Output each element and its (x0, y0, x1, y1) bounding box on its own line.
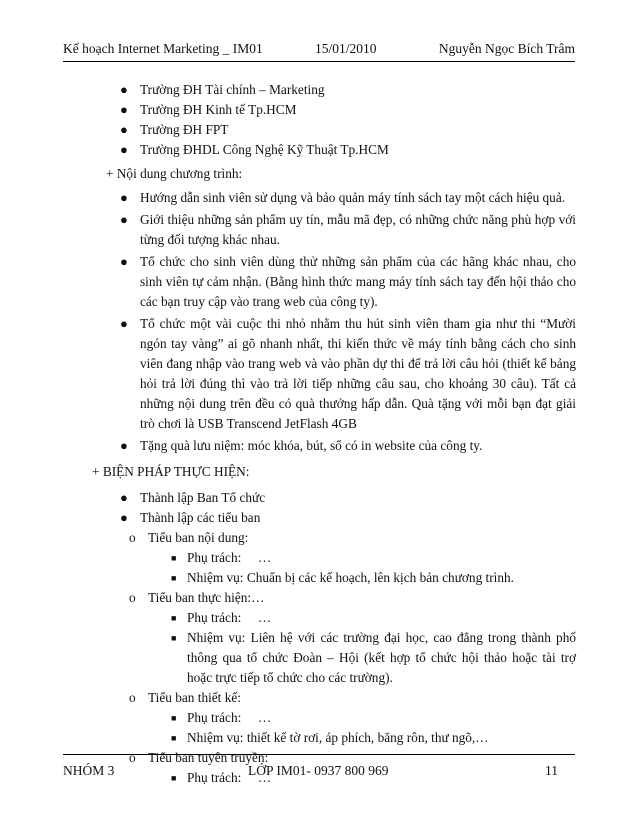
header-date: 15/01/2010 (315, 41, 377, 56)
subcommittee-item (129, 528, 576, 548)
program-heading: + Nội dung chương trình: (106, 166, 243, 181)
subcommittee-name: Tiểu ban tuyên truyền: (148, 750, 269, 765)
program-item: Tổ chức một vài cuộc thi nhỏ nhằm thu hút sinh viên tham gia như thi “Mười ngón tay vàng” ai gõ nhanh nhất, thi kiến thức về máy tính bằng cách cho sinh viên đang nhập vào trang web và vào phần dự thi để trả lời câu hỏi (thiết kế bảng hỏi trả lời đúng thì vào trả lời tiếp những câu sau, cho khoảng 30 câu). Tất cả những nội dung trên đều có quà thưởng hấp dẫn. Quà tặng với mỗi bạn đạt giải trò chơi là USB Transcend JetFlash 4GB (140, 316, 576, 431)
circle-bullet-icon: o (129, 750, 136, 765)
subcommittee-line (171, 568, 576, 588)
subcommittee-name: Tiểu ban nội dung: (148, 530, 249, 545)
disc-bullet-icon: ● (120, 438, 128, 453)
document-body (0, 80, 638, 788)
disc-bullet-icon: ● (120, 142, 128, 157)
square-bullet-icon: ■ (171, 713, 177, 723)
square-bullet-icon: ■ (171, 613, 177, 623)
list-item (120, 100, 576, 120)
subcommittee-name: Tiểu ban thiết kế: (148, 690, 241, 705)
list-item (120, 436, 576, 456)
subcommittee-line (171, 548, 576, 568)
subcommittee-line (171, 708, 576, 728)
page-footer (63, 754, 575, 785)
subcommittee-detail: Nhiệm vụ: Liên hệ với các trường đại học, cao đẳng trong thành phố thông qua tổ chức Đoàn – Hội (kết hợp tổ chức hội thảo hoặc tài trợ hoặc trực tiếp tổ chức cho các trường). (187, 630, 576, 685)
square-bullet-icon: ■ (171, 553, 177, 563)
disc-bullet-icon: ● (120, 212, 128, 227)
disc-bullet-icon: ● (120, 190, 128, 205)
program-item: Tổ chức cho sinh viên dùng thử những sản phẩm của các hãng khác nhau, cho sinh viên tự cảm nhận. (Bằng hình thức mang máy tính sách tay đến hội thảo cho các bạn truy cập vào trang web của công ty). (140, 254, 576, 309)
list-item (120, 188, 576, 208)
disc-bullet-icon: ● (120, 82, 128, 97)
list-item (120, 140, 576, 160)
school-name: Trường ĐH FPT (140, 122, 229, 137)
school-name: Trường ĐH Tài chính – Marketing (140, 82, 325, 97)
subcommittee-detail: Phụ trách: … (187, 710, 272, 725)
disc-bullet-icon: ● (120, 510, 128, 525)
list-item (120, 210, 576, 250)
subcommittee-item (129, 588, 576, 608)
school-name: Trường ĐH Kinh tế Tp.HCM (140, 102, 297, 117)
footer-group: NHÓM 3 (63, 763, 115, 778)
circle-bullet-icon: o (129, 590, 136, 605)
subcommittee-item (129, 688, 576, 708)
page-number: 11 (545, 763, 558, 778)
program-item: Tặng quà lưu niệm: móc khóa, bút, sổ có in website của công ty. (140, 438, 483, 453)
circle-bullet-icon: o (129, 690, 136, 705)
circle-bullet-icon: o (129, 530, 136, 545)
list-item (120, 508, 576, 528)
footer-class-contact: LỚP IM01- 0937 800 969 (248, 763, 389, 778)
subcommittee-line (171, 608, 576, 628)
subcommittee-detail: Phụ trách: … (187, 550, 272, 565)
program-item: Hướng dẫn sinh viên sử dụng và bảo quản máy tính sách tay một cách hiệu quả. (140, 190, 566, 205)
list-item (120, 120, 576, 140)
subcommittee-detail: Nhiệm vụ: thiết kế tờ rơi, áp phích, băng rôn, thư ngõ,… (187, 730, 489, 745)
list-item (120, 314, 576, 434)
disc-bullet-icon: ● (120, 122, 128, 137)
disc-bullet-icon: ● (120, 102, 128, 117)
square-bullet-icon: ■ (171, 633, 177, 643)
program-item: Giới thiệu những sản phẩm uy tín, mẫu mã đẹp, có những chức năng phù hợp với từng đối tượng khác nhau. (140, 212, 576, 247)
subcommittee-detail: Nhiệm vụ: Chuẩn bị các kế hoạch, lên kịch bản chương trình. (187, 570, 514, 585)
disc-bullet-icon: ● (120, 316, 128, 331)
header-author: Nguyễn Ngọc Bích Trâm (438, 41, 575, 56)
disc-bullet-icon: ● (120, 254, 128, 269)
measure-item: Thành lập Ban Tổ chức (140, 490, 266, 505)
square-bullet-icon: ■ (171, 573, 177, 583)
subcommittee-name: Tiểu ban thực hiện:… (148, 590, 265, 605)
subcommittee-line (171, 628, 576, 688)
subcommittee-detail: Phụ trách: … (187, 610, 272, 625)
list-item (120, 488, 576, 508)
list-item (120, 80, 576, 100)
measure-item: Thành lập các tiểu ban (140, 510, 261, 525)
page-header (63, 39, 575, 62)
subcommittee-detail: Phụ trách: … (187, 770, 272, 785)
square-bullet-icon: ■ (171, 733, 177, 743)
measures-heading: + BIỆN PHÁP THỰC HIỆN: (92, 464, 250, 479)
header-title: Kế hoạch Internet Marketing _ IM01 (63, 41, 263, 56)
disc-bullet-icon: ● (120, 490, 128, 505)
school-name: Trường ĐHDL Công Nghệ Kỹ Thuật Tp.HCM (140, 142, 389, 157)
square-bullet-icon: ■ (171, 773, 177, 783)
list-item (120, 252, 576, 312)
subcommittee-line (171, 728, 576, 748)
